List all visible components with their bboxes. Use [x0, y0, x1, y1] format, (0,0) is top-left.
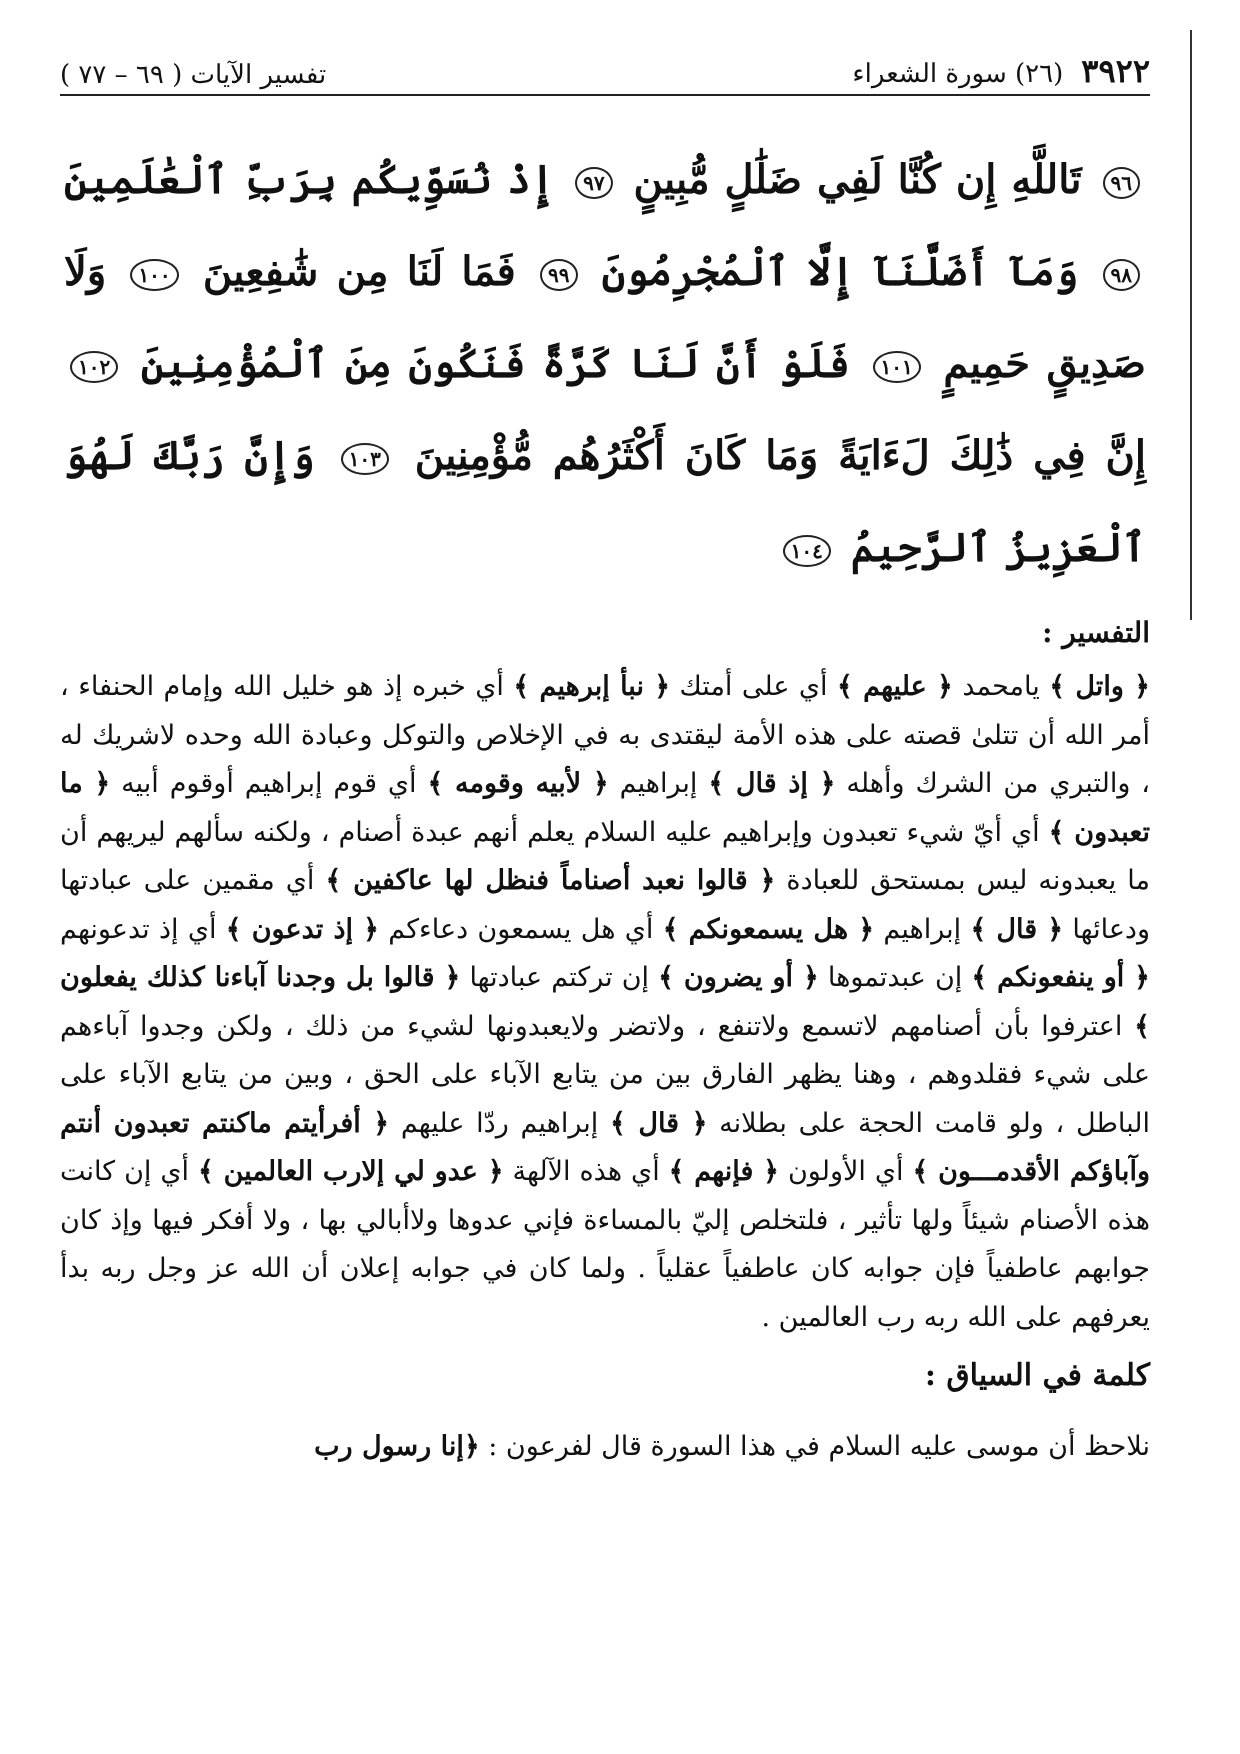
verse-number: ٩٩ [540, 259, 577, 291]
quoted-verse: ﴿ أو يضرون ﴾ [658, 962, 819, 993]
quoted-verse: ﴿ قال ﴾ [609, 1107, 708, 1139]
tafsir-body [60, 663, 1150, 1342]
quoted-verse: ﴿ إذ تدعون ﴾ [225, 913, 379, 945]
verse-text: فَمَا لَنَا مِن شَٰفِعِينَ [184, 248, 535, 295]
commentary-text: أي هذه الآلهة [503, 1156, 669, 1187]
commentary-text: أي هل يسمعون دعاءكم [378, 913, 663, 945]
tafsir-paragraph [60, 663, 1150, 1342]
context-body [60, 1423, 1150, 1471]
quran-verses [60, 134, 1150, 594]
quoted-verse: ﴿ أو ينفعونكم ﴾ [971, 962, 1150, 993]
book-page [60, 30, 1150, 1730]
verse-number: ١٠١ [873, 351, 921, 383]
tafsir-title: التفسير : [1042, 616, 1150, 649]
context-title: كلمة في السياق : [924, 1358, 1150, 1393]
page-number: ٣٩٢٢ [1081, 52, 1150, 90]
commentary-text: أي مقمين على عبادتها ودعائها [60, 865, 1150, 945]
commentary-text: اعترفوا بأن أصنامهم لاتسمع ولاتنفع ، ولاتضر ولايعبدونها لشيء من ذلك ، ولكن وجدوا آباءهم على شيء فقلدوهم ، وهنا يظهر الفارق بين من يتابع الآباء على الحق ، وبين من يتابع الآباء على الباطل ، ولو قامت الحجة على بطلانه [60, 1010, 1150, 1139]
commentary-text: أي أيّ شيء تعبدون وإبراهيم عليه السلام يعلم أنهم عبدة أصنام ، ولكنه سألهم ليريهم أن ما يعبدونه ليس بمستحق للعبادة [60, 816, 1151, 896]
commentary-text: أي قوم إبراهيم أوقوم أبيه [110, 768, 428, 799]
commentary-text: أي خبره إذ هو خليل الله وإمام الحنفاء ، أمر الله أن تتلىٰ قصته على هذه الأمة ليقتدى به في الإخلاص والتوكل وعبادة الله وحده لاشريك له ، والتبري من الشرك وأهله [60, 671, 1150, 799]
commentary-text: أي إن كانت هذه الأصنام شيئاً ولها تأثير ، فلتخلص إليّ بالمساءة فإني عدوها ولاأبالي بها ، ولا أفكر فيها وإذ كان جوابهم عاطفياً فإن جوابه كان عاطفياً عقلياً . ولما كان في جوابه إعلان أن الله عز وجل ربه بدأ يعرفهم على الله ربه رب العالمين . [60, 1156, 1150, 1333]
context-paragraph [60, 1423, 1150, 1471]
verse-text: إِنَّ فِي ذَٰلِكَ لَءَايَةً وَمَا كَانَ أَكْثَرُهُم مُّؤْمِنِينَ [394, 432, 1147, 479]
commentary-text: إبراهيم [874, 913, 971, 945]
verse-number: ١٠٤ [783, 535, 831, 567]
quoted-verse: ﴿ نبأ إبرهيم ﴾ [513, 671, 671, 702]
verses-range: تفسير الآيات ( ٦٩ – ٧٧ ) [60, 60, 327, 90]
quoted-verse: ﴿ عدو لي إلارب العالمين ﴾ [198, 1156, 504, 1187]
verse-text: وَمَآ أَضَلَّنَآ إِلَّا ٱلْمُجْرِمُونَ [583, 248, 1097, 295]
quoted-verse: ﴿ قالوا نعبد أصناماً فنظل لها عاكفين ﴾ [325, 865, 776, 896]
quoted-verse: ﴿ هل يسمعونكم ﴾ [662, 913, 875, 945]
commentary-text: يامحمد [952, 671, 1050, 702]
verse-text: وَإِنَّ رَبَّكَ لَهُوَ ٱلْعَزِيزُ ٱلرَّحِيمُ [64, 432, 1146, 571]
commentary-text: أي الأولون [778, 1156, 913, 1187]
quoted-verse: ﴿ عليهم ﴾ [837, 671, 953, 702]
quoted-verse: ﴿ إذ قال ﴾ [708, 768, 836, 799]
page-header [60, 30, 1150, 96]
verse-text: تَاللَّهِ إِن كُنَّا لَفِي ضَلَٰلٍ مُّبِينٍ [618, 156, 1082, 203]
verse-number: ١٠٠ [130, 259, 178, 291]
verse-text: وَلَا صَدِيقٍ حَمِيمٍ [64, 248, 1146, 387]
margin-rule [1190, 30, 1192, 620]
verse-number: ١٠٣ [341, 443, 389, 475]
quoted-verse: ﴿ أفرأيتم ماكنتم تعبدون أنتم وآباؤكم الأقدمـــون ﴾ [60, 1107, 1150, 1187]
verse-text: إِذْ نُسَوِّيكُم بِرَبِّ ٱلْعَٰلَمِينَ [64, 156, 570, 203]
verse-number: ٩٨ [1103, 259, 1140, 291]
commentary-text: إبراهيم [608, 768, 709, 799]
quoted-verse: ﴿ فإنهم ﴾ [668, 1156, 779, 1187]
surah-reference: (٢٦) سورة الشعراء [852, 59, 1064, 89]
verse-number: ٩٧ [575, 167, 612, 199]
commentary-text: إن تركتم عبادتها [460, 962, 659, 993]
commentary-text: إن عبدتموها [818, 962, 972, 993]
quoted-verse: ﴿ لأبيه وقومه ﴾ [427, 768, 609, 799]
quoted-verse: ﴿ واتل ﴾ [1049, 671, 1150, 702]
quoted-verse: ﴿ قال ﴾ [970, 913, 1064, 945]
commentary-text: أي على أمتك [670, 671, 838, 702]
verse-number: ٩٦ [1103, 167, 1140, 199]
commentary-text: أي إذ تدعونهم [60, 913, 226, 945]
header-right [852, 52, 1150, 90]
quoted-verse: ﴿ قالوا بل وجدنا آباءنا كذلك يفعلون ﴾ [60, 962, 1150, 1042]
commentary-text: نلاحظ أن موسى عليه السلام في هذا السورة قال لفرعون : [479, 1431, 1150, 1462]
quoted-verse: ﴿ ما تعبدون ﴾ [60, 768, 1150, 848]
commentary-text: إبراهيم ردّا عليهم [389, 1107, 610, 1139]
verse-number: ١٠٢ [70, 351, 118, 383]
verse-text: فَلَوْ أَنَّ لَنَا كَرَّةً فَنَكُونَ مِنَ ٱلْمُؤْمِنِينَ [124, 340, 867, 387]
quoted-verse: ﴿إنا رسول رب [314, 1431, 480, 1462]
